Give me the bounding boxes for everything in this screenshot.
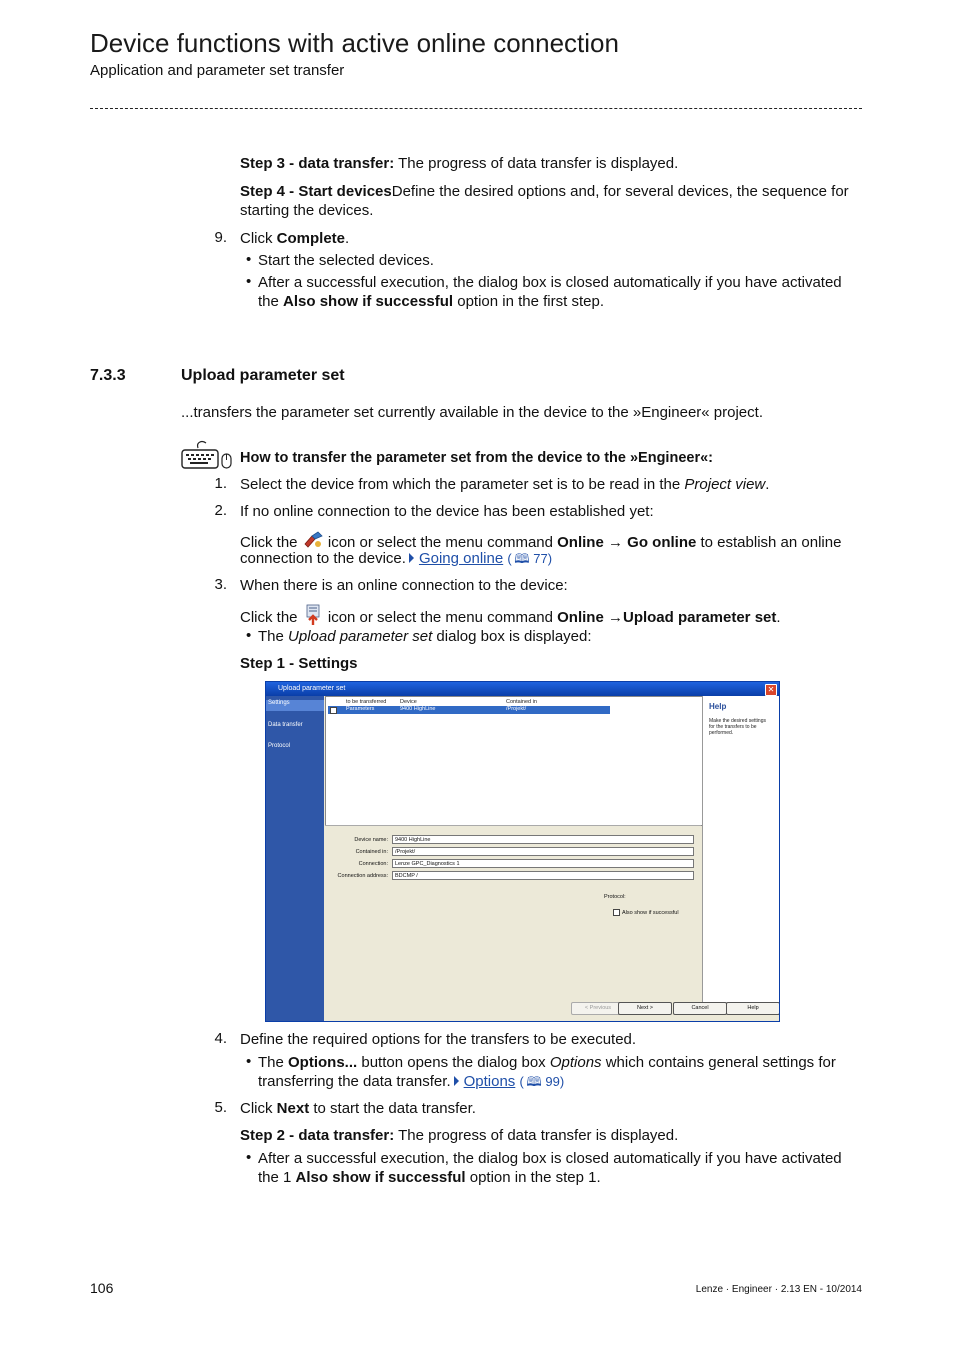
dialog-titlebar	[266, 682, 779, 696]
howto-step4: Define the required options for the transfers to be executed.	[240, 1031, 637, 1048]
bullet-dot: •	[246, 627, 252, 644]
list-number: 9.	[214, 229, 227, 246]
page-ref[interactable]: ( 🕮 77)	[507, 551, 553, 566]
cancel-button[interactable]: Cancel	[673, 1002, 727, 1015]
list-number: 5.	[214, 1099, 227, 1116]
column-header: Contained in	[506, 699, 537, 705]
intro-item9: Click Complete.	[240, 230, 350, 247]
dialog-sidebar	[266, 696, 324, 1021]
field-label: Connection:	[358, 861, 388, 867]
header-divider	[90, 108, 862, 109]
transfer-table	[325, 696, 703, 826]
bullet-dot: •	[246, 273, 252, 290]
intro-bullet2: After a successful execution, the dialog box is closed automatically if you have activated the Also show if successful option in the first step.	[258, 274, 842, 310]
page-number: 106	[90, 1280, 114, 1296]
field-label: Connection address:	[337, 873, 388, 879]
help-text: Make the desired settings for the transfers to be performed.	[709, 718, 766, 736]
transfer-checkbox[interactable]	[330, 707, 337, 714]
bullet-dot: •	[246, 1149, 252, 1166]
page-title: Device functions with active online connection	[90, 28, 619, 58]
help-button[interactable]: Help	[726, 1002, 780, 1015]
connection-address-field[interactable]: BDCMP /	[392, 871, 694, 880]
connection-field[interactable]: Lenze GPC_Diagnostics 1	[392, 859, 694, 868]
final-bullet: After a successful execution, the dialog box is closed automatically if you have activated the 1 Also show if successful option in the step 1.	[258, 1150, 842, 1186]
howto-step3-bullet: The Upload parameter set dialog box is displayed:	[258, 628, 592, 645]
next-button[interactable]: Next >	[618, 1002, 672, 1015]
howto-title: How to transfer the parameter set from the device to the »Engineer«:	[240, 450, 713, 466]
upload-parameter-icon[interactable]	[302, 604, 324, 624]
sidebar-item-settings[interactable]: Settings	[266, 700, 324, 711]
intro-bullet1: Start the selected devices.	[258, 252, 434, 269]
page-ref[interactable]: ( 🕮 99)	[519, 1074, 565, 1089]
link-arrow-icon	[409, 553, 414, 563]
table-cell: 9400 HighLine	[400, 706, 436, 712]
dialog-title: Upload parameter set	[278, 685, 346, 692]
also-show-label: Also show if successful	[622, 910, 679, 916]
help-panel	[702, 696, 779, 1004]
howto-step4-bullet: The Options... button opens the dialog box Options which contains general settings for transferring the data transfer. Options ( 🕮 99)	[258, 1054, 836, 1090]
howto-step2-link-line: connection to the device. Going online ( 🕮 77)	[240, 550, 553, 567]
go-online-icon[interactable]	[302, 530, 324, 548]
footer-info: Lenze · Engineer · 2.13 EN - 10/2014	[695, 1284, 862, 1295]
help-title: Help	[709, 702, 727, 711]
howto-step2-action: Click the icon or select the menu command Online → Go online to establish an online	[240, 530, 841, 552]
contained-in-field[interactable]: /Projekt/	[392, 847, 694, 856]
table-cell: Parameters	[346, 706, 375, 712]
also-show-checkbox[interactable]	[613, 909, 620, 916]
bullet-dot: •	[246, 251, 252, 268]
list-number: 4.	[214, 1030, 227, 1047]
howto-step1: Select the device from which the parameter set is to be read in the Project view.	[240, 476, 770, 493]
bullet-dot: •	[246, 1053, 252, 1070]
options-link[interactable]: Options	[463, 1073, 516, 1090]
list-number: 3.	[214, 576, 227, 593]
sidebar-item-protocol[interactable]: Protocol	[268, 743, 291, 749]
device-name-field[interactable]: 9400 HighLine	[392, 835, 694, 844]
intro-step3: Step 3 - data transfer: The progress of data transfer is displayed.	[240, 155, 679, 172]
list-number: 2.	[214, 502, 227, 519]
field-label: Device name:	[354, 837, 388, 843]
howto-step2: If no online connection to the device has been established yet:	[240, 503, 654, 520]
settings-label: Step 1 - Settings	[240, 655, 358, 672]
section-intro: ...transfers the parameter set currently available in the device to the »Engineer« project.	[181, 404, 763, 421]
step2-data-transfer: Step 2 - data transfer: The progress of data transfer is displayed.	[240, 1127, 679, 1144]
keyboard-mouse-icon	[180, 440, 234, 472]
howto-step3-action: Click the icon or select the menu command Online →Upload parameter set.	[240, 604, 781, 627]
link-arrow-icon	[454, 1076, 459, 1086]
divider	[325, 825, 701, 826]
sidebar-item-data-transfer[interactable]: Data transfer	[268, 722, 303, 728]
previous-button[interactable]: < Previous	[571, 1002, 625, 1015]
protocol-label: Protocol:	[604, 894, 626, 900]
page-subtitle: Application and parameter set transfer	[90, 62, 345, 79]
column-header: to be transferred	[346, 699, 387, 705]
howto-step3: When there is an online connection to the device:	[240, 577, 568, 594]
section-heading: 7.3.3 Upload parameter set	[90, 367, 345, 384]
table-cell: /Projekt/	[506, 706, 527, 712]
close-icon[interactable]: ✕	[765, 684, 777, 696]
intro-step4: Step 4 - Start devicesDefine the desired options and, for several devices, the sequence for starting the devices.	[240, 183, 849, 219]
column-header: Device	[400, 699, 417, 705]
howto-step5: Click Next to start the data transfer.	[240, 1100, 476, 1117]
list-number: 1.	[214, 475, 227, 492]
upload-parameter-dialog	[265, 681, 780, 1022]
field-label: Contained in:	[355, 849, 388, 855]
going-online-link[interactable]: Going online	[418, 550, 504, 567]
